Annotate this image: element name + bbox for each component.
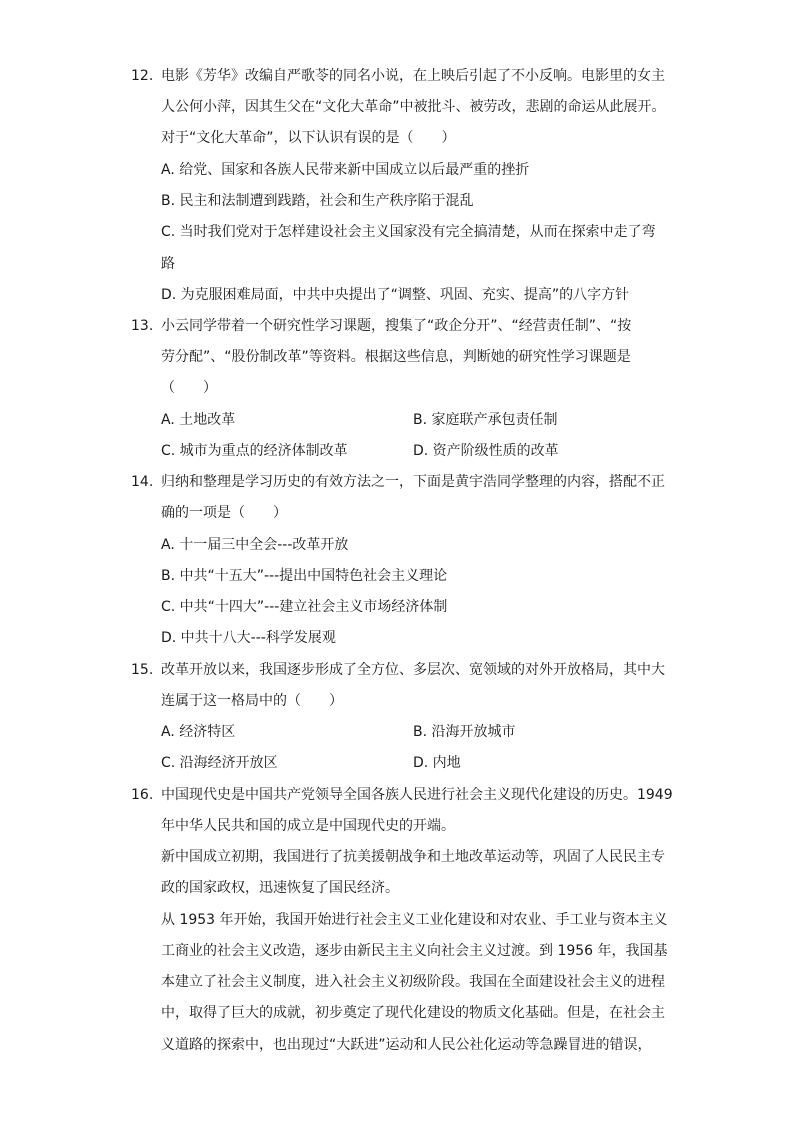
question-16-line-4: 政的国家政权，迅速恢复了国民经济。	[161, 880, 399, 896]
question-15-option-b: B. 沿海开放城市	[413, 724, 516, 740]
question-16-line-1: 中国现代史是中国共产党领导全国各族人民进行社会主义现代化建设的历史。1949	[161, 787, 673, 803]
question-12-option-d: D. 为克服困难局面，中共中央提出了“调整、巩固、充实、提高”的八字方针	[161, 287, 630, 303]
question-13-number: 13.	[131, 318, 154, 334]
question-16-line-3: 新中国成立初期，我国进行了抗美援朝战争和土地改革运动等，巩固了人民民主专	[161, 849, 665, 865]
question-12-option-c-cont: 路	[161, 256, 175, 272]
question-15-number: 15.	[131, 662, 154, 678]
question-16-line-7: 本建立了社会主义制度，进入社会主义初级阶段。我国在全面建设社会主义的进程	[161, 974, 665, 990]
question-13-option-a: A. 土地改革	[161, 412, 236, 428]
question-14-option-d: D. 中共十八大---科学发展观	[161, 630, 336, 646]
question-16-line-5: 从 1953 年开始，我国开始进行社会主义工业化建设和对农业、手工业与资本主义	[161, 912, 668, 928]
question-15-option-c: C. 沿海经济开放区	[161, 755, 278, 771]
question-12-option-b: B. 民主和法制遭到践踏，社会和生产秩序陷于混乱	[161, 193, 474, 209]
question-16-number: 16.	[131, 787, 154, 803]
question-14-number: 14.	[131, 474, 154, 490]
question-12-line-3: 对于“文化大革命”，以下认识有误的是（ ）	[161, 130, 456, 146]
question-15-option-a: A. 经济特区	[161, 724, 236, 740]
question-12-line-2: 人公何小萍，因其生父在“文化大革命”中被批斗、被劳改，悲剧的命运从此展开。	[161, 99, 666, 115]
question-13-line-2: 劳分配”、“股份制改革”等资料。根据这些信息，判断她的研究性学习课题是	[161, 349, 631, 365]
question-13-option-c: C. 城市为重点的经济体制改革	[161, 443, 348, 459]
question-16-line-6: 工商业的社会主义改造，逐步由新民主主义向社会主义过渡。到 1956 年，我国基	[161, 943, 668, 959]
question-13-line-1: 小云同学带着一个研究性学习课题，搜集了“政企分开”、“经营责任制”、“按	[161, 318, 632, 334]
question-15-line-2: 连属于这一格局中的（ ）	[161, 693, 343, 709]
question-15-line-1: 改革开放以来，我国逐步形成了全方位、多层次、宽领域的对外开放格局，其中大	[161, 662, 665, 678]
question-16-line-2: 年中华人民共和国的成立是中国现代史的开端。	[161, 818, 455, 834]
question-16-line-9: 义道路的探索中，也出现过“大跃进”运动和人民公社化运动等急躁冒进的错误，	[161, 1037, 652, 1053]
question-12-option-c: C. 当时我们党对于怎样建设社会主义国家没有完全搞清楚，从而在探索中走了弯	[161, 224, 656, 240]
question-14-option-c: C. 中共“十四大”---建立社会主义市场经济体制	[161, 599, 448, 615]
question-13-option-b: B. 家庭联产承包责任制	[413, 412, 558, 428]
question-14-option-a: A. 十一届三中全会---改革开放	[161, 537, 349, 553]
question-16-line-8: 中，取得了巨大的成就，初步奠定了现代化建设的物质文化基础。但是，在社会主	[161, 1005, 665, 1021]
question-13-option-d: D. 资产阶级性质的改革	[413, 443, 559, 459]
question-12-option-a: A. 给党、国家和各族人民带来新中国成立以后最严重的挫折	[161, 162, 530, 178]
question-15-option-d: D. 内地	[413, 755, 461, 771]
question-12-line-1: 电影《芳华》改编自严歌苓的同名小说，在上映后引起了不小反响。电影里的女主	[161, 68, 665, 84]
question-13-line-3: （ ）	[161, 380, 217, 396]
question-12-number: 12.	[131, 68, 154, 84]
question-14-line-2: 确的一项是（ ）	[161, 505, 287, 521]
question-14-option-b: B. 中共“十五大”---提出中国特色社会主义理论	[161, 568, 448, 584]
question-14-line-1: 归纳和整理是学习历史的有效方法之一，下面是黄宇浩同学整理的内容，搭配不正	[161, 474, 665, 490]
